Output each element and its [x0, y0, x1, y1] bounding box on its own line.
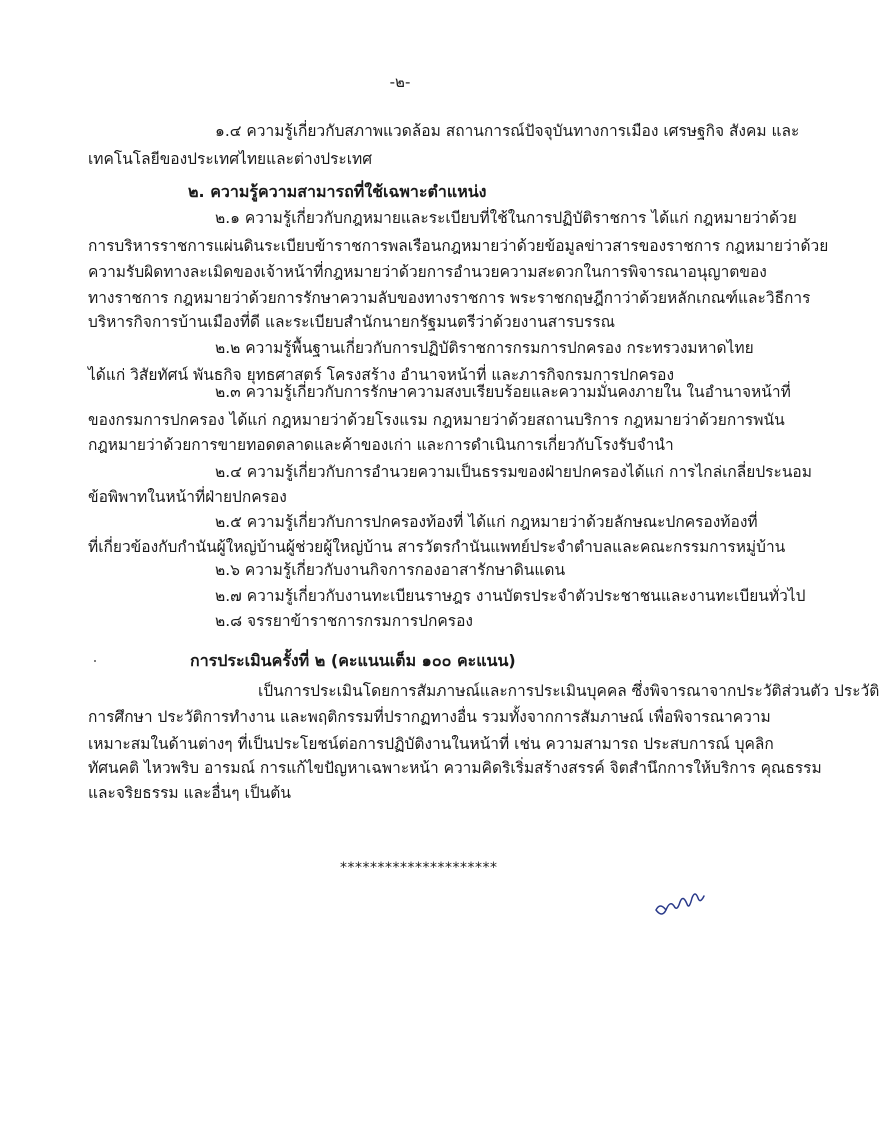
item-2-8: ๒.๘ จรรยาข้าราชการกรมการปกครอง: [215, 612, 473, 630]
item-2-7: ๒.๗ ความรู้เกี่ยวกับงานทะเบียนราษฎร งานบัตรประจำตัวประชาชนและงานทะเบียนทั่วไป: [215, 587, 806, 605]
item-2-6: ๒.๖ ความรู้เกี่ยวกับงานกิจการกองอาสารักษาดินแดน: [215, 561, 566, 579]
item-2-1-line-5: บริหารกิจการบ้านเมืองที่ดี และระเบียบสำนักนายกรัฐมนตรีว่าด้วยงานสารบรรณ: [88, 313, 616, 331]
handwritten-signature: [650, 888, 720, 924]
page-number: -๒-: [389, 73, 411, 91]
separator-asterisks: *********************: [340, 860, 498, 876]
item-2-2-line-1: ๒.๒ ความรู้พื้นฐานเกี่ยวกับการปฏิบัติราชการกรมการปกครอง กระทรวงมหาดไทย: [215, 339, 754, 357]
assessment-line-3: เหมาะสมในด้านต่างๆ ที่เป็นประโยชน์ต่อการปฏิบัติงานในหน้าที่ เช่น ความสามารถ ประสบการณ์ บุคลิก: [88, 735, 774, 753]
stray-mark: [94, 660, 96, 662]
item-2-5-line-1: ๒.๕ ความรู้เกี่ยวกับการปกครองท้องที่ ได้แก่ กฎหมายว่าด้วยลักษณะปกครองท้องที่: [215, 513, 758, 531]
item-1-4-line-1: ๑.๔ ความรู้เกี่ยวกับสภาพแวดล้อม สถานการณ์ปัจจุบันทางการเมือง เศรษฐกิจ สังคม และ: [215, 122, 800, 140]
assessment-line-1: เป็นการประเมินโดยการสัมภาษณ์และการประเมินบุคคล ซึ่งพิจารณาจากประวัติส่วนตัว ประวัติ: [258, 682, 879, 700]
item-2-5-line-2: ที่เกี่ยวข้องกับกำนันผู้ใหญ่บ้านผู้ช่วยผู้ใหญ่บ้าน สารวัตรกำนันแพทย์ประจำตำบลและคณะกรรมการหมู่บ้าน: [88, 538, 786, 556]
assessment-heading: การประเมินครั้งที่ ๒ (คะแนนเต็ม ๑๐๐ คะแนน): [190, 651, 516, 670]
item-2-3-line-2: ของกรมการปกครอง ได้แก่ กฎหมายว่าด้วยโรงแรม กฎหมายว่าด้วยสถานบริการ กฎหมายว่าด้วยการพนัน: [88, 411, 785, 429]
item-2-1-line-3: ความรับผิดทางละเมิดของเจ้าหน้าที่กฎหมายว่าด้วยการอำนวยความสะดวกในการพิจารณาอนุญาตของ: [88, 263, 767, 281]
item-2-4-line-1: ๒.๔ ความรู้เกี่ยวกับการอำนวยความเป็นธรรมของฝ่ายปกครองได้แก่ การไกล่เกลี่ยประนอม: [215, 463, 812, 481]
item-2-1-line-1: ๒.๑ ความรู้เกี่ยวกับกฎหมายและระเบียบที่ใช้ในการปฏิบัติราชการ ได้แก่ กฎหมายว่าด้วย: [215, 209, 797, 227]
item-2-3-line-3: กฎหมายว่าด้วยการขายทอดตลาดและค้าของเก่า และการดำเนินการเกี่ยวกับโรงรับจำนำ: [88, 436, 674, 454]
assessment-line-2: การศึกษา ประวัติการทำงาน และพฤติกรรมที่ปรากฏทางอื่น รวมทั้งจากการสัมภาษณ์ เพื่อพิจารณาความ: [88, 708, 771, 726]
item-2-3-line-1: ๒.๓ ความรู้เกี่ยวกับการรักษาความสงบเรียบร้อยและความมั่นคงภายใน ในอำนาจหน้าที่: [215, 383, 791, 401]
assessment-line-4: ทัศนคติ ไหวพริบ อารมณ์ การแก้ไขปัญหาเฉพาะหน้า ความคิดริเริ่มสร้างสรรค์ จิตสำนึกการให้บริการ คุณธรรม: [88, 759, 822, 777]
section-2-heading: ๒. ความรู้ความสามารถที่ใช้เฉพาะตำแหน่ง: [188, 182, 487, 201]
item-2-2-line-2: ได้แก่ วิสัยทัศน์ พันธกิจ ยุทธศาสตร์ โครงสร้าง อำนาจหน้าที่ และภารกิจกรมการปกครอง: [88, 366, 675, 384]
item-2-4-line-2: ข้อพิพาทในหน้าที่ฝ่ายปกครอง: [88, 488, 287, 506]
item-2-1-line-4: ทางราชการ กฎหมายว่าด้วยการรักษาความลับของทางราชการ พระราชกฤษฎีกาว่าด้วยหลักเกณฑ์และวิธีการ: [88, 289, 811, 307]
assessment-line-5: และจริยธรรม และอื่นๆ เป็นต้น: [88, 784, 291, 802]
item-2-1-line-2: การบริหารราชการแผ่นดินระเบียบข้าราชการพลเรือนกฎหมายว่าด้วยข้อมูลข่าวสารของราชการ กฎหมายว่าด้วย: [88, 237, 829, 255]
item-1-4-line-2: เทคโนโลยีของประเทศไทยและต่างประเทศ: [88, 150, 373, 168]
